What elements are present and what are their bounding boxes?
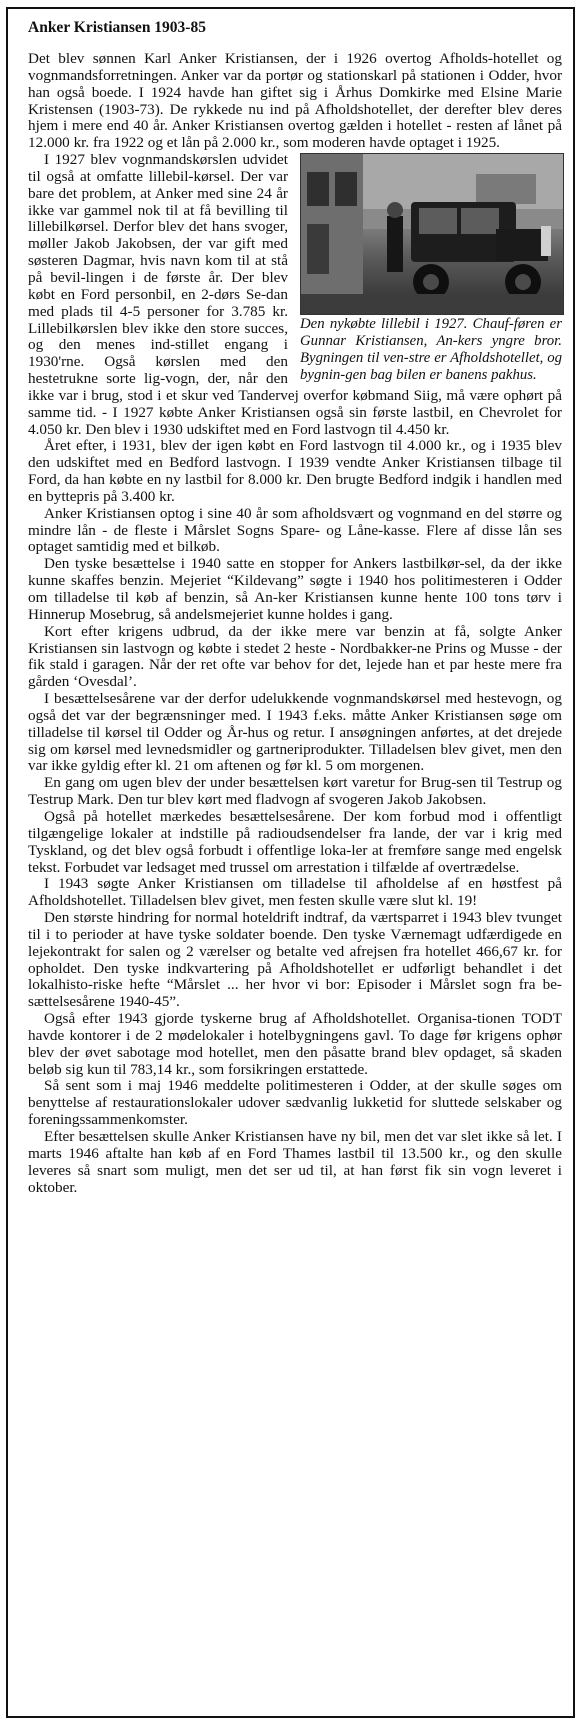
paragraph-2: I 1927 blev vognmandskørslen udvidet til også at omfatte lillebil-kørsel. Der var bare det problem, at Anker med sine 24 år ikke var gammel nok til at få bevilling til lillebilkørsel. Derfor blev det hans svoger, møller Jakob Jakobsen, der var gift med søsteren Dagmar, hvis navn kom til at stå på bevil-lingen i de første år. Der blev købt en Ford personbil, en 2-dørs Se-dan med plads til 4-5 personer for 3.785 kr. Lillebilkørslen blev ikke den store succes, og den menes ind-stillet engang i 1930'rne. Også kørslen med den hestetrukne sorte lig-vogn, der, når den ikke var i brug, stod i et skur ved Tandervej overfor købmand Siig, må være ophørt på samme tid. - I 1927 købte Anker Kristiansen også sin første lastbil, en Chevrolet for 4.050 kr. Den blev i 1930 udskiftet med en Ford lastvogn til 4.450 kr.	[28, 151, 562, 438]
photo-figure	[300, 153, 562, 383]
paragraph-9: Også på hotellet mærkedes besættelsesårene. Der kom forbud mod i offentligt tilgængelige lokaler at indstille på radioudsendelser fra lande, der var i krig med Tyskland, og det blev også forbudt i offentlige loka-ler at fremføre sange med engelsk tekst. Forbudet var ledsaget med trussel om arrestation i tilfælde af overtrædelse.	[28, 807, 562, 876]
paragraph-4: Anker Kristiansen optog i sine 40 år som afholdsvært og vognmand en del større og mindre lån - de fleste i Mårslet Sogns Spare- og Låne-kasse. Flere af disse lån ses optaget samtidig med et bilkøb.	[28, 504, 562, 556]
paragraph-3: Året efter, i 1931, blev der igen købt en Ford lastvogn til 4.000 kr., og i 1935 blev den udskiftet med en Bedford lastvogn. I 1939 vendte Anker Kristiansen tilbage til Ford, da han købte en ny lastbil for 8.000 kr. Den brugte Bedford indgik i handlen med en byttepris på 3.400 kr.	[28, 437, 562, 505]
paragraph-5: Den tyske besættelse i 1940 satte en stopper for Ankers lastbilkør-sel, da der ikke kunne skaffes benzin. Mejeriet “Kildevang” søgte i 1940 hos politimesteren i Odder om tilladelse til køb af benzin, så An-ker Kristiansen kunne hente 100 tons tørv i Hinnerup Mosebrug, så andelsmejeriet kunne holdes i gang.	[28, 555, 562, 623]
article-title: Anker Kristiansen 1903-85	[28, 19, 206, 36]
car-photo	[300, 153, 564, 315]
paragraph-1: Det blev sønnen Karl Anker Kristiansen, der i 1926 overtog Afholds-hotellet og vognmandsforretningen. Anker var da portør og stationskarl på stationen i Odder, hvor han også boede. I 1924 havde han giftet sig i Århus Domkirke med Elsine Marie Kristensen (1903-73). De rykkede nu ind på Afholdshotellet, der derefter blev deres hjem i mere end 40 år. Anker Kristiansen overtog gælden i hotellet - resten af lånet på 12.000 kr. fra 1922 og et lån på 2.000 kr., som moderen havde optaget i 1925.	[28, 50, 562, 152]
paragraph-11: Den største hindring for normal hoteldrift indtraf, da værtsparret i 1943 blev tvunget til i to perioder at have tyske soldater boende. Den tyske Værnemagt udfærdigede en lejekontrakt for salen og 2 værelser og betalte ved afrejsen fra hotellet 466,67 kr. for opholdet. Den tyske indkvartering på Afholdshotellet er udførligt behandlet i det lokalhisto-riske hefte “Mårslet ... her hvor vi bor: Episoder i Mårslet sogn fra be-sættelsesårene 1940-45”.	[28, 909, 562, 1011]
paragraph-10: I 1943 søgte Anker Kristiansen om tilladelse til afholdelse af en høstfest på Afholdshotellet. Tilladelsen blev givet, men festen skulle være slut kl. 19!	[28, 875, 562, 910]
paragraph-8: En gang om ugen blev der under besættelsen kørt varetur for Brug-sen til Testrup og Testrup Mark. Den tur blev kørt med fladvogn af svogeren Jakob Jakobsen.	[28, 774, 562, 809]
article-frame	[6, 7, 575, 1718]
paragraph-6: Kort efter krigens udbrud, da der ikke mere var benzin at få, solgte Anker Kristiansen sin lastvogn og købte i stedet 2 heste - Nordbakker-ne Prins og Musse - der fik stald i garagen. Når der ret ofte var behov for det, lejede han et par heste mere fra gården ‘Ovesdal’.	[28, 622, 562, 691]
paragraph-7: I besættelsesårene var der derfor udelukkende vognmandskørsel med hestevogn, og også det var der begrænsninger med. I 1943 f.eks. måtte Anker Kristiansen søge om tilladelse til kørsel til Odder og År-hus og retur. I ansøgningen anførtes, at det drejede sig om kørsel med levnedsmidler og gartneriprodukter. Tilladelsen blev givet, men den var ikke gyldig efter kl. 21 om aftenen og før kl. 5 om morgenen.	[28, 690, 562, 775]
paragraph-14: Efter besættelsen skulle Anker Kristiansen have ny bil, men det var slet ikke så let. I marts 1946 aftalte han køb af en Ford Thames lastbil til 13.500 kr., og den skulle leveres så snart som muligt, men det ser ud til, at han først fik sin vogn leveret i oktober.	[28, 1128, 562, 1196]
paragraph-12: Også efter 1943 gjorde tyskerne brug af Afholdshotellet. Organisa-tionen TODT havde kontorer i de 2 mødelokaler i hotelbygningens gavl. To dage før krigens ophør blev der øvet sabotage mod hotellet, men den påsatte brand blev opdaget, så skaden beløb sig kun til 783,14 kr., som forsikringen erstattede.	[28, 1010, 562, 1078]
photo-caption: Den nykøbte lillebil i 1927. Chauf-føren er Gunnar Kristiansen, An-kers yngre bror. Bygningen til ven-stre er Afholdshotellet, og bygnin-gen bag bilen er banens pakhus.	[300, 316, 562, 383]
article-body	[28, 19, 562, 1196]
paragraph-13: Så sent som i maj 1946 meddelte politimesteren i Odder, at der skulle søges om benyttelse af restaurationslokaler udover sædvanlig lukketid for sluttede selskaber og foreningssammenkomster.	[28, 1077, 562, 1129]
car-photo-illustration	[301, 154, 563, 314]
